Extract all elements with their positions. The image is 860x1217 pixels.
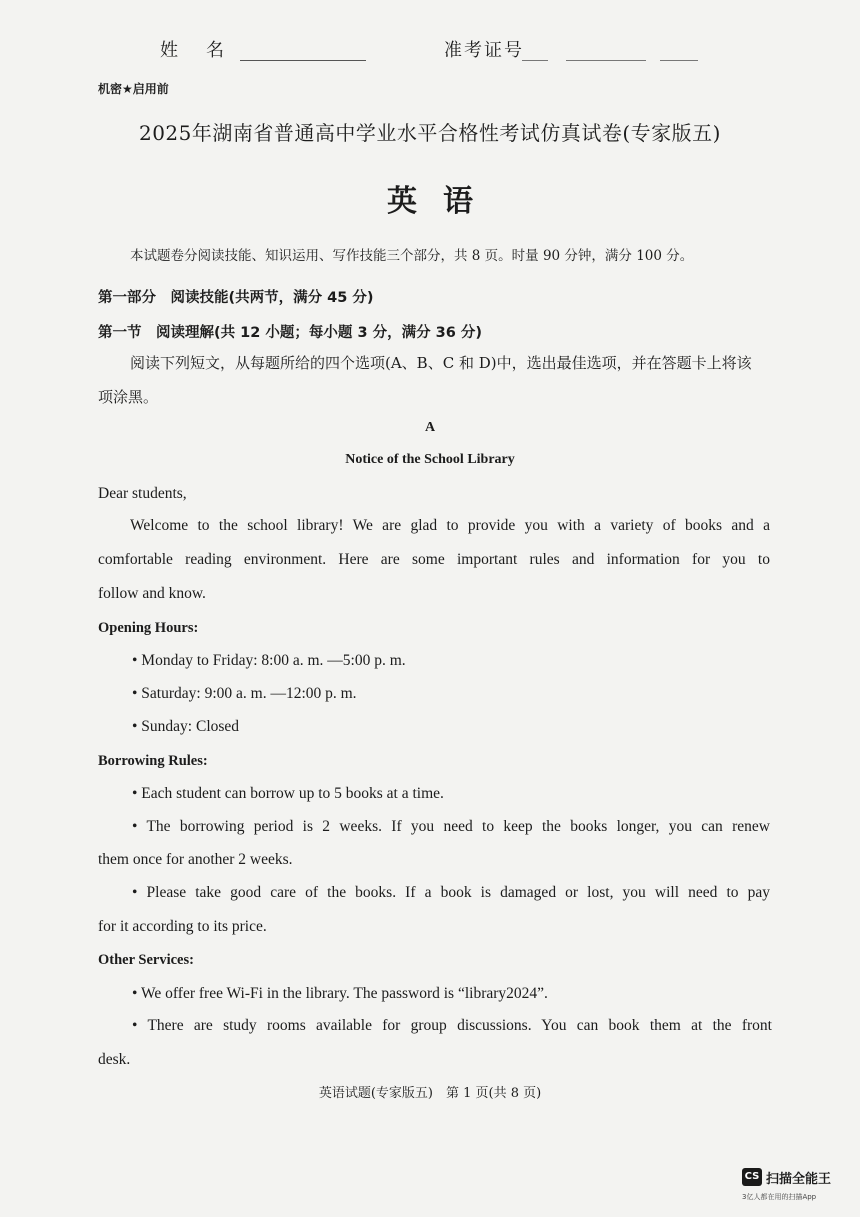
borrowing-rule: them once for another 2 weeks.	[98, 851, 293, 868]
other-services-heading: Other Services:	[98, 952, 194, 968]
exam-title: 2025年湖南省普通高中学业水平合格性考试仿真试卷(专家版五)	[138, 121, 721, 145]
paragraph-line: Welcome to the school library! We are glad to provide you with a variety of books and a	[130, 517, 770, 534]
name-blank-line	[240, 60, 366, 61]
borrowing-rule: • Please take good care of the books. If a book is damaged or lost, you will need to pay	[132, 884, 770, 901]
watermark-tagline: 3亿人都在用的扫描App	[742, 1193, 817, 1201]
instructions-line: 阅读下列短文，从每题所给的四个选项(A、B、C 和 D)中，选出最佳选项，并在答题卡上将该	[130, 354, 752, 372]
paragraph-line: comfortable reading environment. Here are some important rules and information for you to	[98, 551, 770, 568]
borrowing-rule: for it according to its price.	[98, 918, 267, 935]
salutation: Dear students,	[98, 485, 187, 502]
paragraph-line: follow and know.	[98, 585, 206, 602]
passage-title: Notice of the School Library	[345, 452, 515, 467]
page-footer: 英语试题(专家版五) 第 1 页(共 8 页)	[318, 1086, 542, 1101]
exam-id-label: 准考证号	[444, 40, 524, 61]
part-heading: 第一部分 阅读技能(共两节，满分 45 分)	[98, 290, 374, 306]
borrowing-rule: • Each student can borrow up to 5 books at a time.	[132, 785, 444, 802]
name-label: 姓名	[160, 40, 252, 61]
exam-id-blank-line	[522, 60, 548, 61]
subject-title: 英语	[387, 184, 499, 219]
opening-hours-item: • Saturday: 9:00 a. m. —12:00 p. m.	[132, 685, 357, 702]
exam-intro: 本试题卷分阅读技能、知识运用、写作技能三个部分，共 8 页。时量 90 分钟，满分 100 分。	[130, 248, 694, 264]
section-heading: 第一节 阅读理解(共 12 小题；每小题 3 分，满分 36 分)	[98, 325, 482, 341]
watermark-app-name: 扫描全能王	[766, 1172, 832, 1187]
confidential-mark: 机密★启用前	[98, 82, 169, 96]
exam-id-blank-line	[566, 60, 646, 61]
exam-id-blank-line	[660, 60, 698, 61]
passage-letter: A	[424, 420, 436, 435]
instructions-line: 项涂黑。	[98, 388, 159, 406]
borrowing-rules-heading: Borrowing Rules:	[98, 753, 208, 769]
service-item: • We offer free Wi-Fi in the library. The password is “library2024”.	[132, 985, 548, 1002]
opening-hours-item: • Monday to Friday: 8:00 a. m. —5:00 p. m.	[132, 652, 406, 669]
service-item: • There are study rooms available for group discussions. You can book them at the front	[132, 1017, 772, 1034]
service-item: desk.	[98, 1051, 131, 1068]
opening-hours-item: • Sunday: Closed	[132, 718, 240, 735]
borrowing-rule: • The borrowing period is 2 weeks. If you need to keep the books longer, you can renew	[132, 818, 770, 835]
camscanner-logo-icon: CS	[742, 1168, 762, 1186]
opening-hours-heading: Opening Hours:	[98, 620, 199, 636]
